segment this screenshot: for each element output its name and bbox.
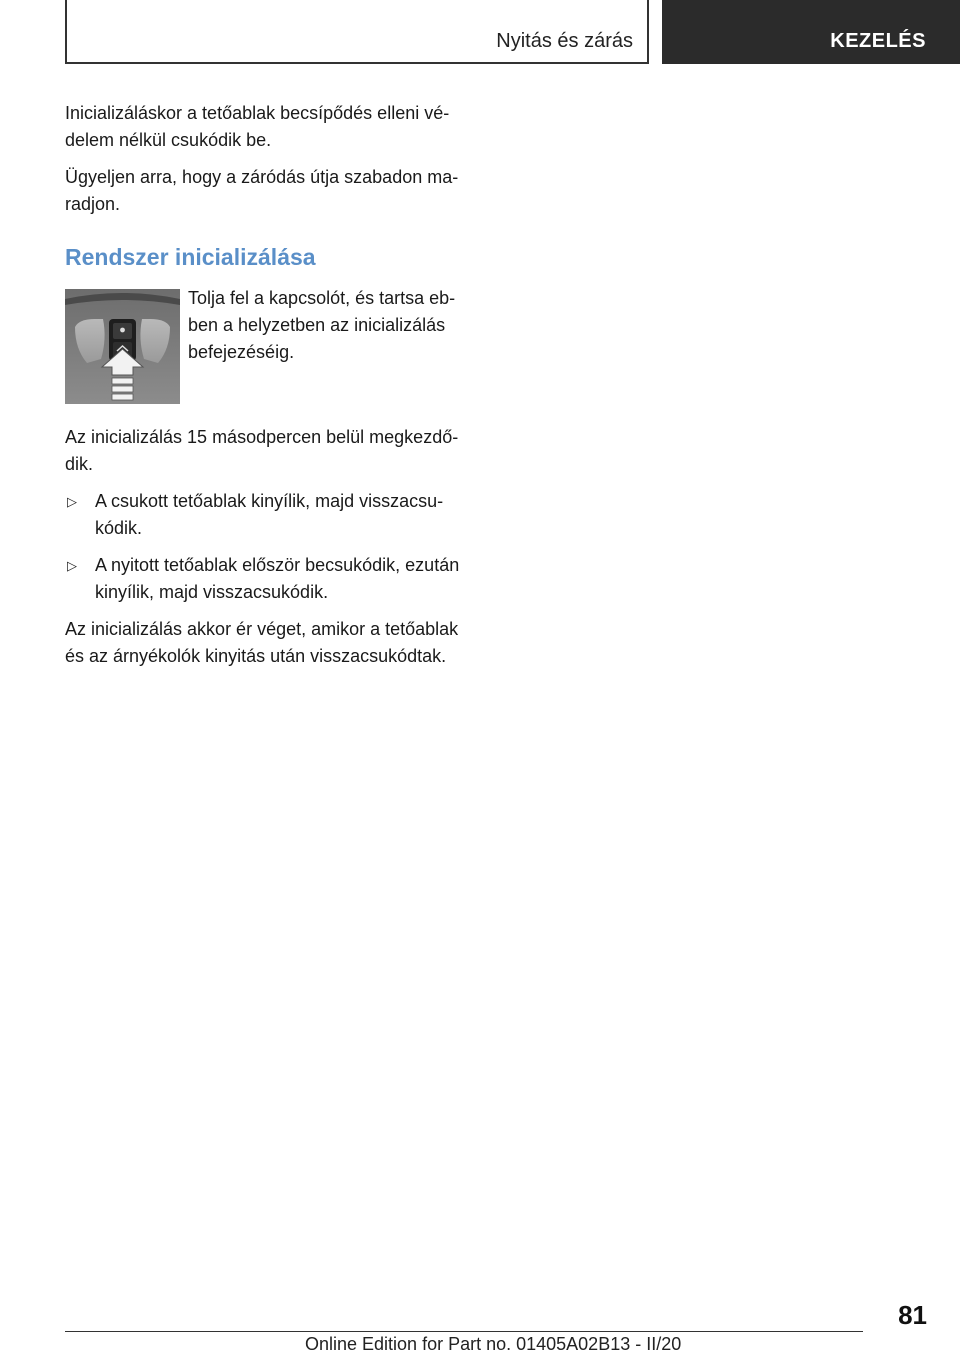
section-title: Nyitás és zárás	[496, 30, 633, 52]
main-content	[65, 100, 477, 680]
list-item	[65, 552, 477, 606]
chapter-tab	[662, 0, 960, 64]
closing-paragraph: Az inicializálás akkor ér véget, amikor a tetőablak és az árnyékolók kinyitás után visszacsukódtak.	[65, 619, 459, 666]
bullet-list	[65, 488, 477, 606]
page-number: 81	[898, 1300, 927, 1330]
bullet-triangle-icon: ▷	[67, 494, 77, 509]
figure-caption: Tolja fel a kapcsolót, és tartsa ebben a helyzetben az inicializálás befejezéséig.	[188, 288, 456, 362]
list-item-text: A csukott tetőablak kinyílik, majd visszacsukódik.	[95, 491, 444, 538]
sunroof-switch-figure	[65, 289, 180, 404]
intro-paragraph-1: Inicializáláskor a tetőablak becsípődés elleni védelem nélkül csukódik be.	[65, 103, 450, 150]
list-item-text: A nyitott tetőablak először becsukódik, ezután kinyílik, majd visszacsukódik.	[95, 555, 460, 602]
list-item	[65, 488, 477, 542]
figure-row	[65, 285, 477, 404]
section-heading: Rendszer inicializálása	[65, 244, 316, 270]
bullet-triangle-icon: ▷	[67, 558, 77, 573]
chapter-label: KEZELÉS	[830, 30, 926, 52]
footer-edition-text: Online Edition for Part no. 01405A02B13 - II/20	[305, 1334, 682, 1354]
footer-divider	[65, 1331, 863, 1332]
intro-paragraph-2: Ügyeljen arra, hogy a záródás útja szabadon maradjon.	[65, 167, 459, 214]
header-section-box	[65, 0, 649, 64]
paragraph-after-figure: Az inicializálás 15 másodpercen belül megkezdődik.	[65, 427, 459, 474]
